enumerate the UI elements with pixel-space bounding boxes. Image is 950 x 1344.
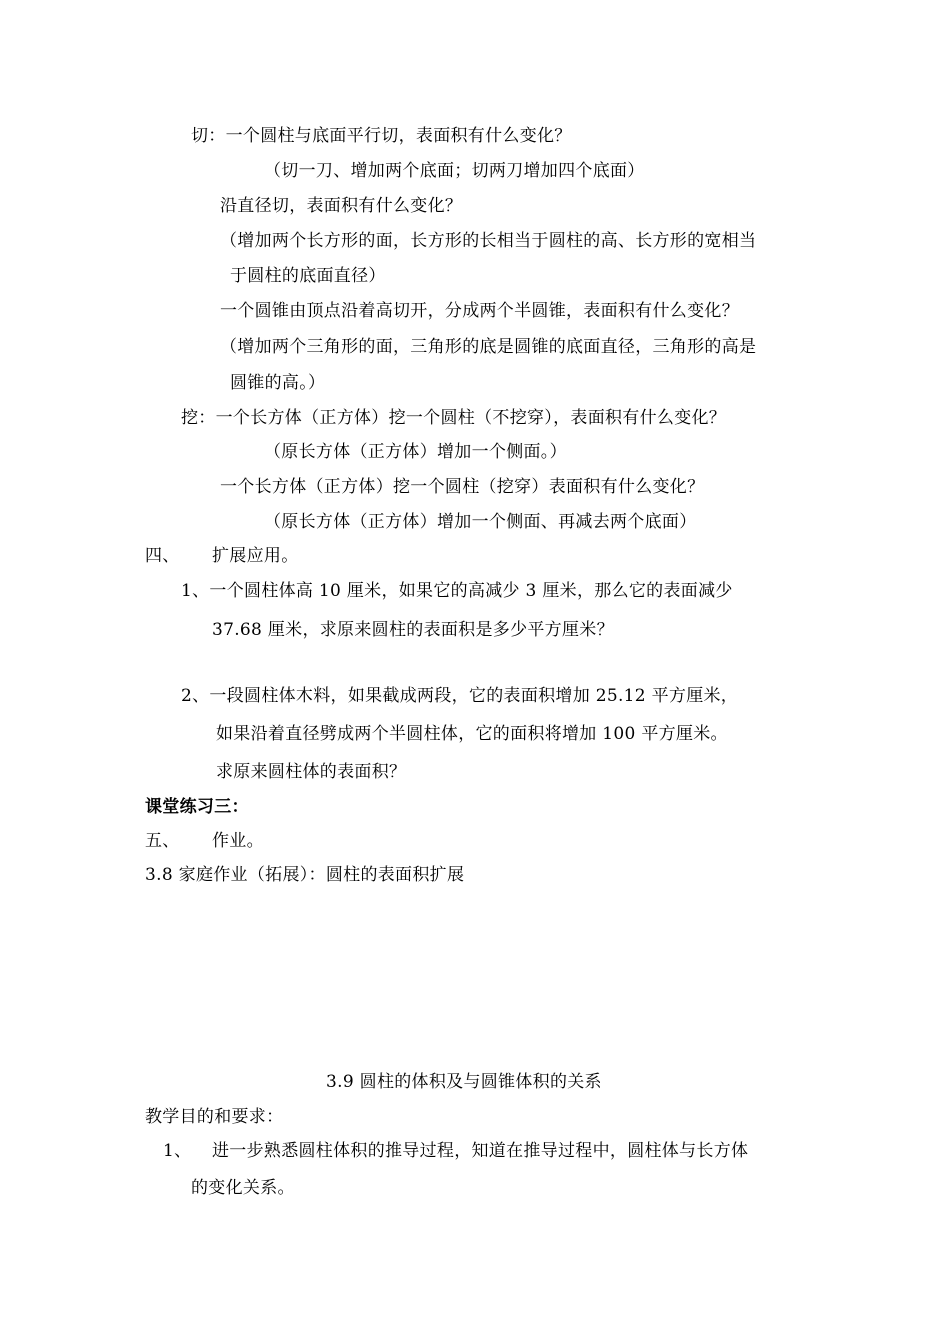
problem-2-line-2: 如果沿着直径劈成两个半圆柱体，它的面积将增加 100 平方厘米。 [216, 724, 728, 744]
section-four-title: 扩展应用。 [212, 546, 299, 566]
cut-answer-3-line-2: 圆锥的高。） [230, 373, 326, 393]
section-five-number: 五、 [145, 831, 180, 851]
cut-question-3: 一个圆锥由顶点沿着高切开，分成两个半圆锥，表面积有什么变化？ [220, 301, 739, 321]
cut-question-2: 沿直径切，表面积有什么变化？ [220, 196, 463, 216]
section-four-number: 四、 [145, 546, 180, 566]
cut-question-1: 切：一个圆柱与底面平行切，表面积有什么变化？ [191, 126, 572, 146]
goal-1-line-2: 的变化关系。 [191, 1178, 295, 1198]
cut-answer-2-line-2: 于圆柱的底面直径） [230, 266, 386, 286]
dig-answer-1: （原长方体（正方体）增加一个侧面。） [264, 442, 567, 462]
cut-answer-1: （切一刀、增加两个底面；切两刀增加四个底面） [264, 161, 645, 181]
cut-answer-3-line-1: （增加两个三角形的面，三角形的底是圆锥的底面直径，三角形的高是 [220, 337, 757, 357]
section-five-title: 作业。 [212, 831, 264, 851]
exercise-heading: 课堂练习三： [145, 797, 249, 817]
dig-answer-2: （原长方体（正方体）增加一个侧面、再减去两个底面） [264, 512, 697, 532]
goals-heading: 教学目的和要求： [145, 1107, 284, 1127]
dig-question-2: 一个长方体（正方体）挖一个圆柱（挖穿）表面积有什么变化？ [220, 477, 705, 497]
problem-1-line-1: 1、一个圆柱体高 10 厘米，如果它的高减少 3 厘米，那么它的表面减少 [181, 581, 733, 601]
goal-1-number: 1、 [163, 1141, 192, 1161]
cut-answer-2-line-1: （增加两个长方形的面，长方形的长相当于圆柱的高、长方形的宽相当 [220, 231, 757, 251]
problem-2-line-3: 求原来圆柱体的表面积？ [216, 762, 407, 782]
lesson-title: 3.9 圆柱的体积及与圆锥体积的关系 [326, 1072, 602, 1092]
problem-1-line-2: 37.68 厘米，求原来圆柱的表面积是多少平方厘米？ [212, 620, 614, 640]
goal-1-line-1: 进一步熟悉圆柱体积的推导过程，知道在推导过程中，圆柱体与长方体 [212, 1141, 749, 1161]
problem-2-line-1: 2、一段圆柱体木料，如果截成两段，它的表面积增加 25.12 平方厘米， [181, 686, 739, 706]
dig-question-1: 挖：一个长方体（正方体）挖一个圆柱（不挖穿），表面积有什么变化？ [181, 408, 727, 428]
homework-line: 3.8 家庭作业（拓展）：圆柱的表面积扩展 [145, 865, 465, 885]
